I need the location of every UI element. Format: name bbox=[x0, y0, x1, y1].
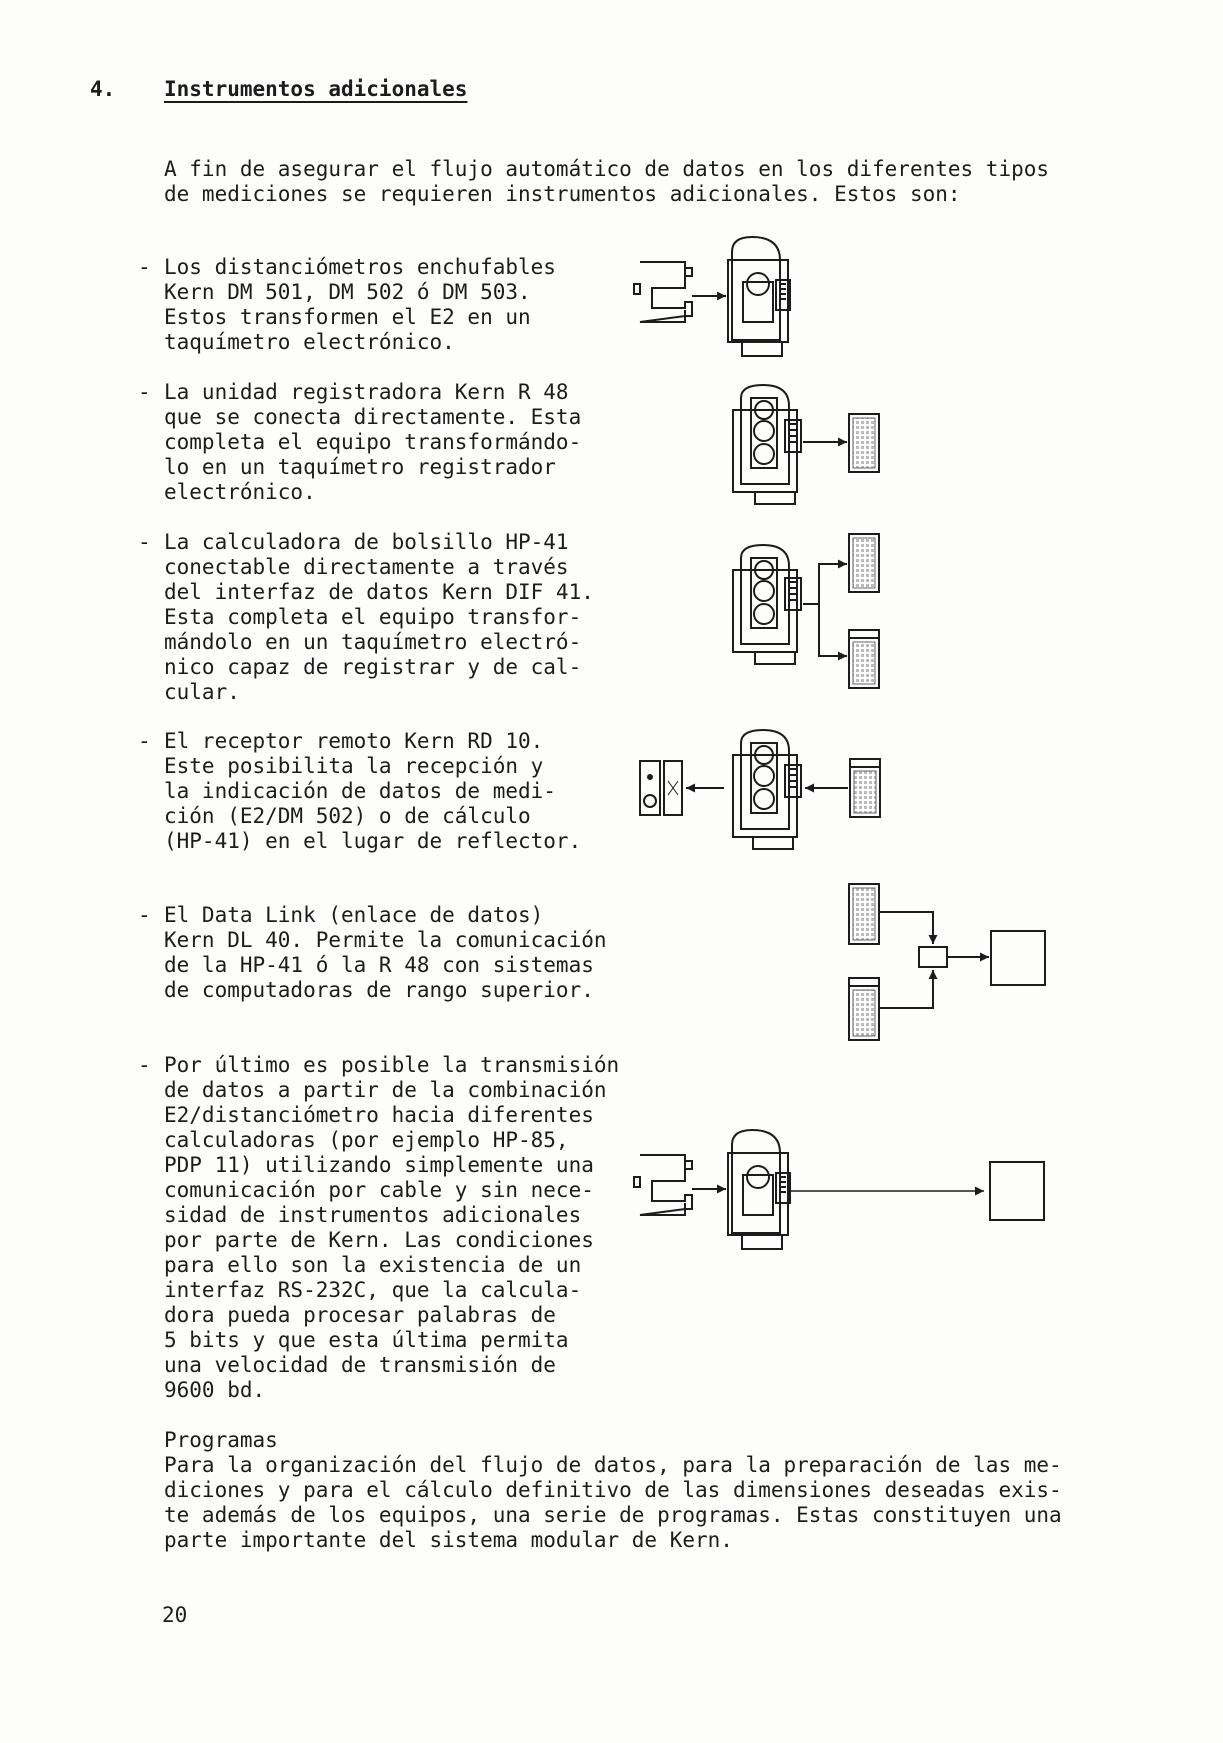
item-line: de la HP-41 ó la R 48 con sistemas bbox=[164, 953, 594, 977]
item-line: que se conecta directamente. Esta bbox=[164, 405, 582, 429]
calculator-icon bbox=[849, 978, 879, 1040]
item-line: interfaz RS-232C, que la calcula- bbox=[164, 1278, 582, 1302]
remote-receiver-icon bbox=[640, 761, 682, 815]
list-bullet: - bbox=[138, 1053, 151, 1077]
theodolite-icon bbox=[733, 545, 801, 664]
item-line: La calculadora de bolsillo HP-41 bbox=[164, 530, 569, 554]
item-line: El receptor remoto Kern RD 10. bbox=[164, 729, 544, 753]
arrow-icon bbox=[879, 970, 933, 1008]
item-line: cular. bbox=[164, 680, 240, 704]
theodolite-icon bbox=[733, 730, 801, 849]
item-line: sidad de instrumentos adicionales bbox=[164, 1203, 582, 1227]
diagram-direct-transmission bbox=[630, 1125, 1050, 1250]
programs-line: te además de los equipos, una serie de programas. Estas constituyen una bbox=[164, 1503, 1062, 1527]
item-line: PDP 11) utilizando simplemente una bbox=[164, 1153, 594, 1177]
item-line: de computadoras de rango superior. bbox=[164, 978, 594, 1002]
list-item-remote-receiver bbox=[164, 729, 581, 854]
computer-icon bbox=[990, 1162, 1044, 1220]
distance-meter-icon bbox=[634, 1155, 692, 1215]
item-line: Kern DL 40. Permite la comunicación bbox=[164, 928, 607, 952]
programs-line: diciones y para el cálculo definitivo de las dimensiones deseadas exis- bbox=[164, 1478, 1062, 1502]
distance-meter-icon bbox=[634, 262, 692, 322]
item-line: dora pueda procesar palabras de bbox=[164, 1303, 556, 1327]
programs-section bbox=[164, 1428, 1062, 1553]
section-number: 4. bbox=[90, 77, 116, 101]
theodolite-icon bbox=[728, 237, 790, 356]
programs-line: parte importante del sistema modular de Kern. bbox=[164, 1528, 733, 1552]
item-line: mándolo en un taquímetro electró- bbox=[164, 630, 582, 654]
item-line: La unidad registradora Kern R 48 bbox=[164, 380, 569, 404]
diagram-theodolite-calculator bbox=[725, 528, 895, 693]
item-line: Por último es posible la transmisión bbox=[164, 1053, 620, 1077]
item-line: una velocidad de transmisión de bbox=[164, 1353, 556, 1377]
item-line: El Data Link (enlace de datos) bbox=[164, 903, 544, 927]
list-item-data-link bbox=[164, 903, 607, 1003]
page-number: 20 bbox=[162, 1603, 188, 1627]
item-line: comunicación por cable y sin nece- bbox=[164, 1178, 594, 1202]
item-line: por parte de Kern. Las condiciones bbox=[164, 1228, 594, 1252]
item-line: ción (E2/DM 502) o de cálculo bbox=[164, 804, 531, 828]
list-item-recorder bbox=[164, 380, 581, 505]
list-item-calculator bbox=[164, 530, 594, 705]
intro-line: A fin de asegurar el flujo automático de datos en los diferentes tipos bbox=[164, 157, 1050, 181]
item-line: para ello son la existencia de un bbox=[164, 1253, 582, 1277]
recorder-icon bbox=[849, 884, 879, 944]
item-line: calculadoras (por ejemplo HP-85, bbox=[164, 1128, 569, 1152]
programs-heading: Programas bbox=[164, 1428, 278, 1452]
theodolite-icon bbox=[728, 1130, 790, 1249]
arrow-icon bbox=[803, 564, 847, 604]
intro-line: de mediciones se requieren instrumentos adicionales. Estos son: bbox=[164, 182, 961, 206]
item-line: la indicación de datos de medi- bbox=[164, 779, 556, 803]
item-line: de datos a partir de la combinación bbox=[164, 1078, 607, 1102]
section-title: Instrumentos adicionales bbox=[164, 77, 468, 101]
list-item-direct-transmission bbox=[164, 1053, 619, 1403]
item-line: completa el equipo transformándo- bbox=[164, 430, 582, 454]
diagram-data-link bbox=[845, 882, 1050, 1042]
item-line: taquímetro electrónico. bbox=[164, 330, 455, 354]
item-line: Kern DM 501, DM 502 ó DM 503. bbox=[164, 280, 531, 304]
item-line: Esta completa el equipo transfor- bbox=[164, 605, 582, 629]
calculator-icon bbox=[850, 759, 880, 817]
item-line: 9600 bd. bbox=[164, 1378, 266, 1402]
list-bullet: - bbox=[138, 530, 151, 554]
item-line: Los distanciómetros enchufables bbox=[164, 255, 556, 279]
list-bullet: - bbox=[138, 255, 151, 279]
item-line: E2/distanciómetro hacia diferentes bbox=[164, 1103, 594, 1127]
item-line: 5 bits y que esta última permita bbox=[164, 1328, 569, 1352]
data-link-icon bbox=[919, 947, 947, 967]
list-bullet: - bbox=[138, 729, 151, 753]
list-item-distance-meters bbox=[164, 255, 556, 355]
list-bullet: - bbox=[138, 903, 151, 927]
diagram-remote-receiver bbox=[638, 725, 896, 855]
item-line: Estos transformen el E2 en un bbox=[164, 305, 531, 329]
recorder-icon bbox=[849, 534, 879, 592]
calculator-icon bbox=[849, 630, 879, 688]
computer-icon bbox=[991, 931, 1045, 985]
recorder-icon bbox=[849, 414, 879, 472]
arrow-icon bbox=[879, 912, 933, 944]
item-line: electrónico. bbox=[164, 480, 316, 504]
item-line: nico capaz de registrar y de cal- bbox=[164, 655, 582, 679]
item-line: conectable directamente a través bbox=[164, 555, 569, 579]
intro-paragraph bbox=[164, 157, 1049, 207]
arrow-icon bbox=[803, 604, 847, 656]
programs-line: Para la organización del flujo de datos, para la preparación de las me- bbox=[164, 1453, 1062, 1477]
list-bullet: - bbox=[138, 380, 151, 404]
item-line: del interfaz de datos Kern DIF 41. bbox=[164, 580, 594, 604]
diagram-theodolite-recorder bbox=[725, 380, 895, 505]
diagram-distance-meter-theodolite bbox=[630, 232, 800, 357]
theodolite-icon bbox=[733, 385, 801, 504]
item-line: Este posibilita la recepción y bbox=[164, 754, 544, 778]
item-line: lo en un taquímetro registrador bbox=[164, 455, 556, 479]
item-line: (HP-41) en el lugar de reflector. bbox=[164, 829, 582, 853]
